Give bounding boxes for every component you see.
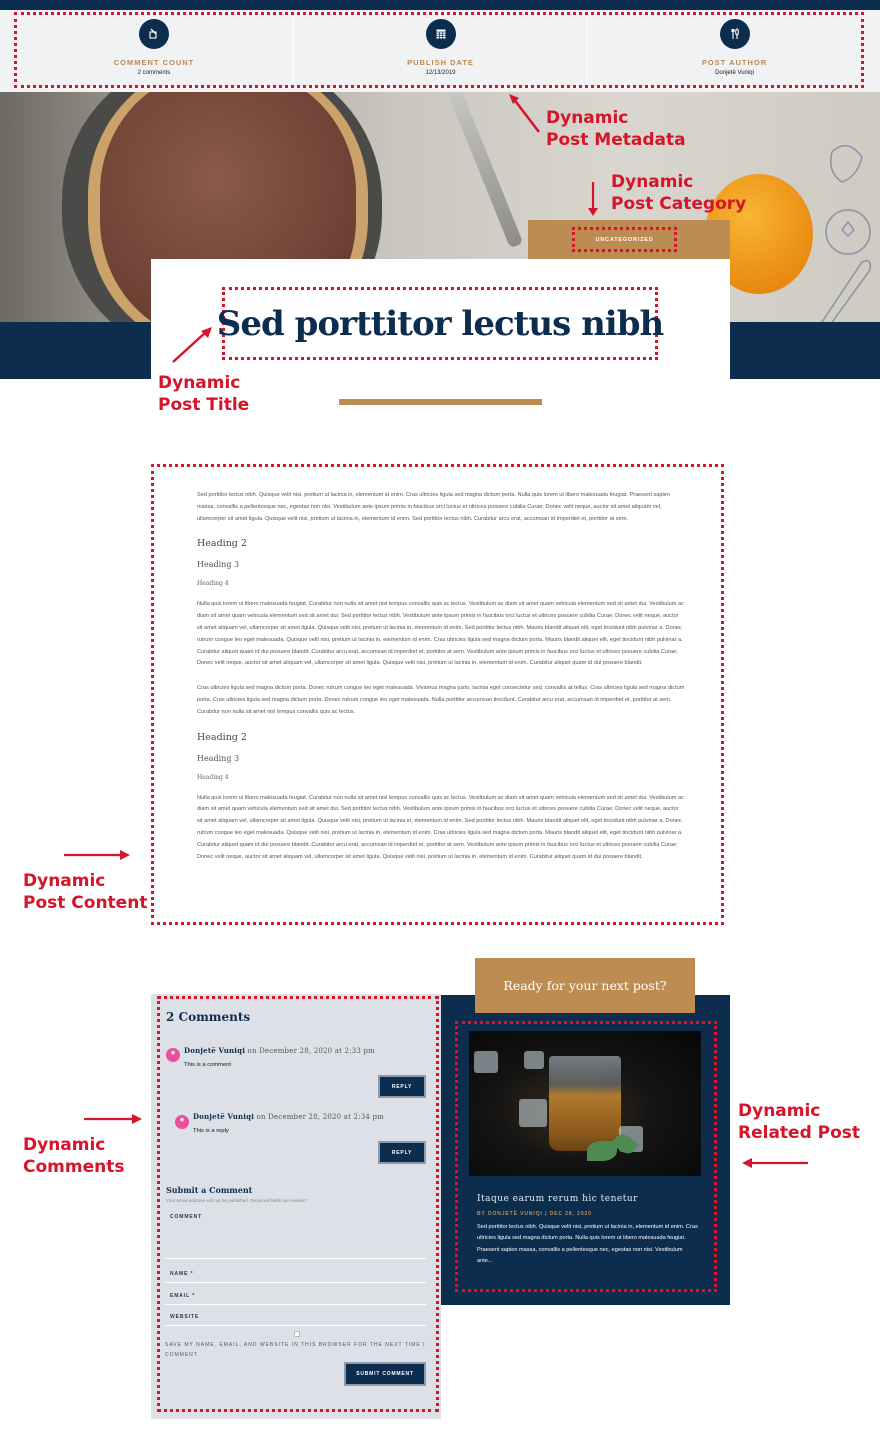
heading-2: Heading 2 [197,731,247,743]
meta-label: POST AUTHOR [701,58,768,67]
field-underline [165,1282,426,1283]
meta-label: PUBLISH DATE [407,58,474,67]
arrow-up-left-icon [505,92,545,136]
glass-shape [549,1056,621,1151]
annotation-content: Dynamic Post Content [23,871,148,913]
annotation-title: Dynamic Post Title [158,373,250,415]
annotation-comments: Dynamic Comments [23,1135,125,1177]
arrow-right-icon [62,848,132,862]
gold-divider [339,399,542,405]
post-title: Sed porttitor lectus nibh [216,303,664,344]
related-post-byline: BY DONJETË VUNIQI | DEC 28, 2020 [477,1211,592,1217]
name-field[interactable] [165,1266,426,1282]
related-header-text: Ready for your next post? [503,978,667,993]
meta-label: COMMENT COUNT [113,58,195,67]
heading-2: Heading 2 [197,538,247,550]
related-post-excerpt: Sed porttitor lectus nibh. Quisque velit nisi, pretium ut lacinia in, elementum id enim. Cras ultricies ligula sed magna dictum porta. Nulla quis lorem ut libero malesuada feugiat. Praesent sapien massa, convallis a pellentesque nec, egestas non nisi. Vestibulum ante... [477,1224,698,1265]
comment-author[interactable]: Donjetë Vuniqi [184,1046,246,1055]
annotation-related: Dynamic Related Post [738,1101,861,1143]
comment-label: COMMENT [170,1214,203,1220]
comment-text: This is a reply [193,1128,229,1134]
paragraph: Nulla quis lorem ut libero malesuada feugiat. Curabitur non nulla sit amet nisl tempus convallis quis ac lectus. Vestibulum ac diam sit amet quam vehicula elementum sed sit amet dui. Vestibulum ac diam sit amet quam vehicula elementum sed sit amet dui. Sed porttitor lectus nibh. Vestibulum ante ipsum primis in faucibus orci luctus et ultrices posuere cubilia Curae; Donec velit neque, auctor sit amet aliquam vel, ullamcorper sit amet ligula. Quisque velit nisi, pretium ut lacinia in, elementum id enim. Sed porttitor lectus nibh. Mauris blandit aliquet elit, eget tincidunt nibh pulvinar a. Donec rutrum congue leo eget malesuada. Quisque velit nisi, pretium ut lacinia in, elementum id enim. Cras ultricies ligula sed magna dictum porta. Mauris blandit aliquet elit, eget tincidunt nibh pulvinar a. Curabitur aliquet quam id dui posuere blandit. Curabitur arcu erat, accumsan id imperdiet et, porttitor at sem. Vestibulum ante ipsum primis in faucibus orci luctus et ultrices posuere cubilia Curae; Donec velit neque, auctor sit amet aliquam vel, ullamcorper sit amet ligula. Quisque velit nisi, pretium ut lacinia in, elementum id enim. Curabitur aliquet quam id dui posuere blandit. [197,794,684,860]
arrow-right-icon [82,1112,144,1126]
heading-3: Heading 3 [197,753,240,763]
email-label: EMAIL * [170,1293,196,1299]
comment-textarea[interactable] [165,1207,426,1259]
ice-cube-shape [519,1099,547,1127]
paragraph: Nulla quis lorem ut libero malesuada feugiat. Curabitur non nulla sit amet nisl tempus convallis quis ac lectus. Vestibulum ac diam sit amet quam vehicula elementum sed sit amet dui. Vestibulum ac diam sit amet quam vehicula elementum sed sit amet dui. Sed porttitor lectus nibh. Vestibulum ante ipsum primis in faucibus orci luctus et ultrices posuere cubilia Curae; Donec velit neque, auctor sit amet aliquam vel, ullamcorper sit amet ligula. Quisque velit nisi, pretium ut lacinia in, elementum id enim. Sed porttitor lectus nibh. Mauris blandit aliquet elit, eget tincidunt nibh pulvinar a. Donec rutrum congue leo eget malesuada. Quisque velit nisi, pretium ut lacinia in, elementum id enim. Cras ultricies ligula sed magna dictum porta. Mauris blandit aliquet elit, eget tincidunt nibh pulvinar a. Curabitur aliquet quam id dui posuere blandit. Curabitur arcu erat, accumsan id imperdiet et, porttitor at sem. Vestibulum ante ipsum primis in faucibus orci luctus et ultrices posuere cubilia Curae; Donec velit neque, auctor sit amet aliquam vel, ullamcorper sit amet ligula. Quisque velit nisi, pretium ut lacinia in, elementum id enim. Curabitur aliquet quam id dui posuere blandit. [197,601,684,667]
top-strip [0,0,880,10]
paragraph: Sed porttitor lectus nibh. Quisque velit nisi, pretium ut lacinia in, elementum id enim. Cras ultricies ligula sed magna dictum porta. Nulla quis lorem ut libero malesuada feugiat. Praesent sapien massa, convallis a pellentesque nec, egestas non nisi. Vestibulum ante ipsum primis in faucibus orci luctus et ultrices posuere cubilia Curae; Donec velit neque, auctor sit amet aliquam vel, ullamcorper sit amet ligula. Quisque velit nisi, pretium ut lacinia in, elementum id enim. Sed porttitor lectus nibh. Curabitur arcu erat, accumsan id imperdiet et, porttitor at sem. [197,492,670,522]
avatar: * [166,1048,180,1062]
comment-form-title: Submit a Comment [166,1185,253,1195]
avatar: * [175,1115,189,1129]
post-title-frame [216,287,664,360]
comment-date[interactable]: on December 28, 2020 at 2:34 pm [254,1113,385,1121]
arrow-left-icon [740,1156,810,1170]
comment-date[interactable]: on December 28, 2020 at 2:33 pm [245,1047,376,1055]
comment-form-note: Your email address will not be published. Required fields are marked * [166,1198,309,1203]
category-label[interactable]: UNCATEGORIZED [595,236,654,243]
ice-cube-shape [524,1051,544,1069]
reply-button[interactable]: REPLY [378,1141,426,1164]
comments-title: 2 Comments [166,1010,251,1024]
post-content [197,490,685,863]
arrow-down-icon [585,180,601,218]
heading-4: Heading 4 [197,580,229,588]
paragraph: Cras ultricies ligula sed magna dictum porta. Donec rutrum congue leo eget malesuada. Vivamus magna justo, lacinia eget consectetur sed, convallis at tellus. Cras ultricies ligula sed magna dictum porta. Cras ultricies ligula sed magna dictum porta. Donec rutrum congue leo eget malesuada. Nulla porttitor accumsan tincidunt. Curabitur arcu erat, accumsan id imperdiet et, porttitor at sem. Curabitur non nulla sit amet nisl tempus convallis quis ac lectus. [197,685,685,715]
annotation-metadata: Dynamic Post Metadata [546,108,686,150]
meta-value[interactable]: Donjetë Vuniqi [715,70,754,76]
arrow-up-right-icon [170,325,215,365]
reply-button[interactable]: REPLY [378,1075,426,1098]
email-field[interactable] [165,1288,426,1304]
submit-comment-button[interactable]: SUBMIT COMMENT [344,1362,426,1386]
field-underline [165,1258,426,1259]
save-info-label: SAVE MY NAME, EMAIL, AND WEBSITE IN THIS BROWSER FOR THE NEXT TIME I COMMENT. [165,1342,426,1358]
post-category[interactable] [572,227,677,252]
comment-meta [184,1046,375,1055]
comment-author[interactable]: Donjetë Vuniqi [193,1112,255,1121]
ice-cube-shape [474,1051,498,1073]
vegetable-sketch-icon [812,132,872,322]
annotation-category: Dynamic Post Category [611,172,747,214]
related-post-image[interactable] [469,1031,701,1176]
save-info-checkbox[interactable] [294,1331,300,1337]
related-header [475,958,695,1013]
field-underline [165,1325,426,1326]
heading-3: Heading 3 [197,560,240,570]
meta-value: 12/13/2019 [425,70,456,76]
website-field[interactable] [165,1309,426,1325]
name-label: NAME * [170,1271,194,1277]
comment-meta [193,1112,384,1121]
field-underline [165,1304,426,1305]
highlight-frame-metadata [14,12,864,88]
meta-value: 2 comments [137,70,171,76]
website-label: WEBSITE [170,1314,200,1320]
related-post-title[interactable]: Itaque earum rerum hic tenetur [477,1194,638,1204]
heading-4: Heading 4 [197,773,229,781]
comment-text: This is a comment [184,1062,232,1068]
